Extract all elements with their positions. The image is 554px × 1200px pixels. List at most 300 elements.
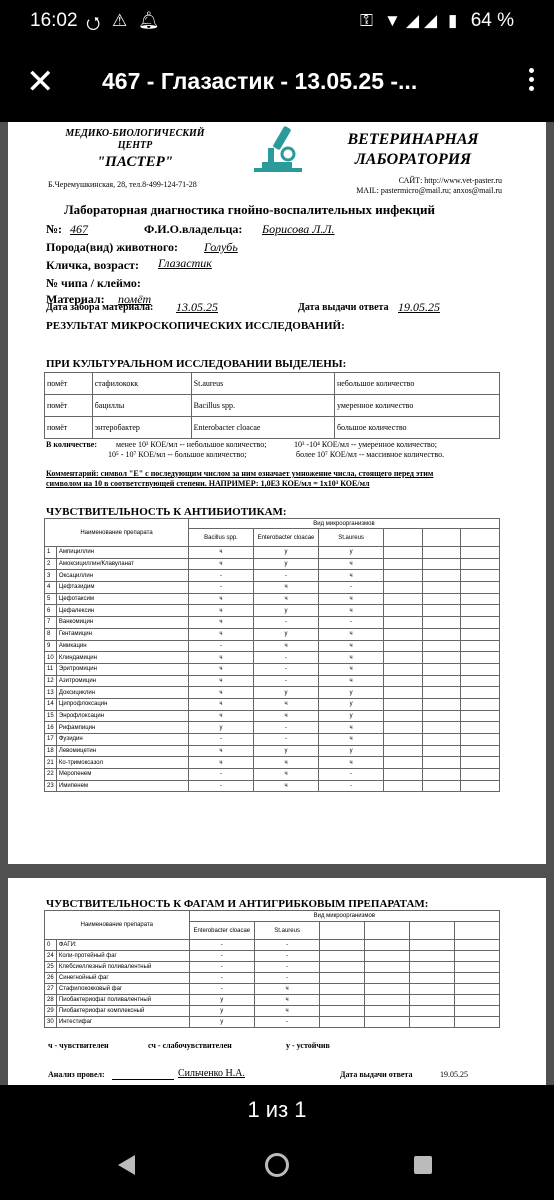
sensitivity-value: у	[319, 698, 384, 710]
row-number: 8	[45, 628, 57, 640]
number-label: №:	[46, 222, 63, 236]
row-number: 16	[45, 722, 57, 734]
empty-cell	[384, 547, 423, 559]
empty-cell	[422, 593, 461, 605]
table-row	[45, 769, 500, 781]
table-row	[45, 687, 500, 699]
quantity-note-line: менее 10³ КОЕ/мл -- небольшое количество;	[116, 440, 267, 449]
signature-name: Сильченко Н.А.	[178, 1068, 245, 1079]
table-row	[45, 652, 500, 664]
owner-label: Ф.И.О.владельца:	[144, 222, 243, 236]
sensitivity-value: ч	[319, 558, 384, 570]
name-column-header: Наименование препарата	[45, 911, 190, 940]
empty-cell	[320, 940, 365, 951]
sensitivity-value: -	[319, 582, 384, 594]
empty-cell	[384, 628, 423, 640]
empty-cell	[461, 558, 500, 570]
table-row	[45, 973, 500, 984]
close-icon[interactable]: ✕	[26, 63, 55, 101]
empty-cell	[461, 582, 500, 594]
empty-cell	[455, 962, 500, 973]
empty-cell	[384, 617, 423, 629]
sample-date-value: 13.05.25	[176, 300, 218, 314]
page-counter: 1 из 1	[0, 1085, 554, 1135]
key-icon: ⚿	[360, 11, 373, 30]
drug-name: Левомицетин	[56, 745, 188, 757]
signal-icon-2: ◢	[424, 11, 438, 30]
organism-header: St.aureus	[319, 529, 384, 547]
empty-cell	[384, 698, 423, 710]
drug-name: Азитромицин	[56, 675, 188, 687]
row-number: 21	[45, 757, 57, 769]
table-row	[45, 940, 500, 951]
sensitivity-value: ч	[254, 593, 319, 605]
signature-line	[112, 1070, 174, 1080]
micro-result-heading: РЕЗУЛЬТАТ МИКРОСКОПИЧЕСКИХ ИССЛЕДОВАНИЙ:	[46, 320, 345, 332]
material-label: Материал:	[46, 292, 105, 306]
sensitivity-value: ч	[188, 558, 253, 570]
drug-name: Амикацин	[56, 640, 188, 652]
empty-header	[365, 922, 410, 940]
sensitivity-value: -	[254, 722, 319, 734]
culture-cell-material: помёт	[45, 373, 93, 395]
table-row	[45, 640, 500, 652]
signal-icon: ◢	[406, 11, 420, 30]
status-time: 16:02	[30, 10, 78, 31]
species-label: Порода(вид) животного:	[46, 240, 178, 254]
sensitivity-value: ч	[188, 663, 253, 675]
signature-date-label: Дата выдачи ответа	[340, 1070, 413, 1079]
sensitivity-value: ч	[254, 710, 319, 722]
table-row	[45, 395, 500, 417]
sensitivity-value: -	[188, 640, 253, 652]
drug-name: Клебсиеллезный поливалентный	[56, 962, 189, 973]
header-line: ЛАБОРАТОРИЯ	[354, 151, 472, 168]
sample-date-label: Дата забора материала:	[46, 302, 154, 313]
sensitivity-value: -	[189, 962, 254, 973]
empty-cell	[455, 984, 500, 995]
name-column-header: Наименование препарата	[45, 519, 189, 547]
empty-cell	[461, 640, 500, 652]
lab-email: MAIL: pastermicro@mail.ru; anxos@mail.ru	[356, 186, 502, 195]
empty-cell	[461, 675, 500, 687]
sensitivity-value: -	[254, 951, 319, 962]
sensitivity-value: ч	[319, 605, 384, 617]
sensitivity-value: ч	[319, 734, 384, 746]
recent-apps-icon[interactable]	[414, 1156, 432, 1174]
empty-header	[461, 529, 500, 547]
empty-cell	[461, 593, 500, 605]
table-row	[45, 582, 500, 594]
chip-label: № чипа / клеймо:	[46, 276, 141, 290]
table-row	[45, 1006, 500, 1017]
species-value: Голубь	[204, 240, 238, 254]
sensitivity-value: ч	[254, 769, 319, 781]
empty-cell	[384, 605, 423, 617]
empty-cell	[422, 757, 461, 769]
table-row	[45, 547, 500, 559]
signature-date-value: 19.05.25	[440, 1070, 468, 1079]
empty-cell	[422, 663, 461, 675]
sensitivity-value: у	[319, 687, 384, 699]
empty-cell	[384, 570, 423, 582]
microscope-logo-icon	[248, 124, 308, 174]
document-title: 467 - Глазастик - 13.05.25 -...	[102, 68, 418, 94]
header-line: МЕДИКО-БИОЛОГИЧЕСКИЙ	[65, 128, 205, 139]
comment-note	[46, 469, 516, 489]
quantity-note	[46, 440, 445, 459]
table-row	[45, 995, 500, 1006]
sensitivity-value: ч	[188, 593, 253, 605]
legend-sensitive: ч - чувствителен	[48, 1041, 109, 1050]
row-number: 10	[45, 652, 57, 664]
empty-cell	[422, 698, 461, 710]
empty-cell	[461, 663, 500, 675]
sensitivity-value: -	[254, 1017, 319, 1028]
culture-cell-type: энтеробактер	[92, 417, 191, 439]
table-row	[45, 617, 500, 629]
sensitivity-value: у	[319, 710, 384, 722]
sensitivity-value: ч	[188, 628, 253, 640]
table-row	[45, 417, 500, 439]
row-number: 27	[45, 984, 57, 995]
empty-cell	[365, 1017, 410, 1028]
row-number: 2	[45, 558, 57, 570]
empty-cell	[384, 710, 423, 722]
lab-contacts	[356, 176, 502, 196]
empty-cell	[455, 1006, 500, 1017]
empty-cell	[422, 734, 461, 746]
sensitivity-value: -	[254, 973, 319, 984]
drug-name: Цефтазидим	[56, 582, 188, 594]
phage-heading: ЧУВСТВИТЕЛЬНОСТЬ К ФАГАМ И АНТИГРИБКОВЫМ ПРЕПАРАТАМ:	[46, 898, 429, 910]
organism-header: St.aureus	[254, 922, 319, 940]
empty-cell	[461, 605, 500, 617]
row-number: 9	[45, 640, 57, 652]
table-row	[45, 593, 500, 605]
sensitivity-value: ч	[319, 640, 384, 652]
organism-header: Enterobacter cloacae	[189, 922, 254, 940]
sensitivity-value: ч	[188, 698, 253, 710]
row-number: 28	[45, 995, 57, 1006]
table-row	[45, 1017, 500, 1028]
drug-name: Амоксициллин/Клавуланат	[56, 558, 188, 570]
empty-cell	[365, 984, 410, 995]
row-number: 26	[45, 973, 57, 984]
lab-name-right	[328, 130, 498, 170]
culture-cell-organism: Bacillus spp.	[191, 395, 334, 417]
empty-cell	[384, 652, 423, 664]
empty-cell	[410, 940, 455, 951]
empty-cell	[365, 973, 410, 984]
battery-icon: ▮	[448, 11, 458, 30]
sensitivity-value: -	[189, 940, 254, 951]
drug-name: Коли-протейный фаг	[56, 951, 189, 962]
row-number: 0	[45, 940, 57, 951]
sensitivity-value: -	[319, 617, 384, 629]
empty-cell	[422, 582, 461, 594]
sensitivity-value: ч	[254, 640, 319, 652]
drug-name: Цефотаксим	[56, 593, 188, 605]
sensitivity-value: у	[254, 558, 319, 570]
empty-cell	[320, 1017, 365, 1028]
empty-cell	[320, 973, 365, 984]
empty-cell	[455, 1017, 500, 1028]
empty-cell	[422, 722, 461, 734]
row-number: 17	[45, 734, 57, 746]
empty-cell	[384, 780, 423, 792]
drug-name: Имипенем	[56, 780, 188, 792]
navigation-bar	[0, 1135, 554, 1200]
sensitivity-value: -	[254, 652, 319, 664]
organism-header: Bacillus spp.	[188, 529, 253, 547]
lab-website: САЙТ: http://www.vet-paster.ru	[398, 176, 502, 185]
empty-cell	[422, 780, 461, 792]
empty-cell	[422, 628, 461, 640]
drug-name: Клиндамицин	[56, 652, 188, 664]
empty-cell	[461, 547, 500, 559]
empty-header	[410, 922, 455, 940]
empty-cell	[461, 734, 500, 746]
empty-cell	[422, 605, 461, 617]
sensitivity-value: у	[189, 1006, 254, 1017]
empty-cell	[410, 1006, 455, 1017]
empty-cell	[320, 995, 365, 1006]
drug-name: Пиобактериофаг поливалентный	[56, 995, 189, 1006]
legend-resistant: у - устойчив	[286, 1041, 330, 1050]
table-row	[45, 675, 500, 687]
lab-name-left	[60, 128, 210, 168]
sensitivity-value: у	[254, 605, 319, 617]
culture-cell-organism: St.aureus	[191, 373, 334, 395]
home-icon[interactable]	[265, 1153, 289, 1177]
drug-name: Энрофлоксацин	[56, 710, 188, 722]
table-row	[45, 734, 500, 746]
row-number: 5	[45, 593, 57, 605]
table-row	[45, 605, 500, 617]
antibiotic-heading: ЧУВСТВИТЕЛЬНОСТЬ К АНТИБИОТИКАМ:	[46, 506, 287, 518]
empty-cell	[384, 640, 423, 652]
empty-cell	[422, 558, 461, 570]
table-row	[45, 373, 500, 395]
sensitivity-value: ч	[319, 652, 384, 664]
sensitivity-value: -	[189, 984, 254, 995]
row-number: 14	[45, 698, 57, 710]
row-number: 13	[45, 687, 57, 699]
sensitivity-value: у	[319, 745, 384, 757]
drug-name: Ко-тримоксазол	[56, 757, 188, 769]
sensitivity-value: -	[188, 780, 253, 792]
sensitivity-value: -	[319, 769, 384, 781]
culture-cell-amount: умеренное количество	[334, 395, 499, 417]
sensitivity-value: -	[254, 675, 319, 687]
sensitivity-value: -	[188, 734, 253, 746]
row-number: 6	[45, 605, 57, 617]
empty-cell	[365, 962, 410, 973]
drug-name: Ванкомицин	[56, 617, 188, 629]
phage-table	[44, 910, 500, 1028]
sensitivity-value: ч	[188, 710, 253, 722]
culture-cell-type: стафилококк	[92, 373, 191, 395]
empty-cell	[384, 734, 423, 746]
sensitivity-value: ч	[254, 984, 319, 995]
row-number: 23	[45, 780, 57, 792]
drug-name: Ампициллин	[56, 547, 188, 559]
table-row	[45, 757, 500, 769]
empty-header	[384, 529, 423, 547]
empty-cell	[384, 663, 423, 675]
sensitivity-value: у	[254, 745, 319, 757]
legend-weak: сч - слабочувствителен	[148, 1041, 232, 1050]
lab-address: Б.Черемушкинская, 28, тел.8-499-124-71-28	[48, 180, 197, 189]
app-bar	[0, 44, 554, 122]
sensitivity-value: ч	[188, 547, 253, 559]
quantity-note-line: более 10⁷ КОЕ/мл -- массивное количество.	[296, 450, 445, 459]
empty-cell	[461, 570, 500, 582]
empty-cell	[461, 617, 500, 629]
empty-cell	[461, 652, 500, 664]
empty-cell	[320, 962, 365, 973]
empty-cell	[384, 582, 423, 594]
empty-cell	[384, 769, 423, 781]
owner-value: Борисова Л.Л.	[262, 222, 335, 236]
sensitivity-value: -	[188, 582, 253, 594]
row-number: 15	[45, 710, 57, 722]
sensitivity-value: у	[188, 722, 253, 734]
row-number: 12	[45, 675, 57, 687]
sensitivity-value: ч	[254, 698, 319, 710]
empty-cell	[422, 640, 461, 652]
empty-cell	[320, 984, 365, 995]
sensitivity-value: у	[254, 687, 319, 699]
row-number: 30	[45, 1017, 57, 1028]
empty-cell	[461, 745, 500, 757]
empty-cell	[461, 710, 500, 722]
empty-cell	[461, 780, 500, 792]
sensitivity-value: у	[319, 547, 384, 559]
table-row	[45, 745, 500, 757]
empty-cell	[384, 757, 423, 769]
empty-cell	[410, 984, 455, 995]
row-number: 7	[45, 617, 57, 629]
sensitivity-value: ч	[254, 757, 319, 769]
empty-cell	[384, 745, 423, 757]
drug-name: Эритромицин	[56, 663, 188, 675]
empty-cell	[422, 710, 461, 722]
table-row	[45, 558, 500, 570]
header-line: ВЕТЕРИНАРНАЯ	[347, 131, 479, 148]
culture-table	[44, 372, 500, 439]
sensitivity-value: ч	[254, 995, 319, 1006]
row-number: 25	[45, 962, 57, 973]
status-bar	[0, 0, 554, 44]
sensitivity-value: -	[254, 734, 319, 746]
empty-cell	[422, 745, 461, 757]
comment-line: символом на 10 в соответствующей степени. НАПРИМЕР: 1,0Е3 КОЕ/мл = 1х10³ КОЕ/мл	[46, 479, 370, 488]
table-row	[45, 962, 500, 973]
issue-date-label: Дата выдачи ответа	[298, 302, 389, 313]
row-number: 18	[45, 745, 57, 757]
warning-icon: ⚠	[112, 11, 128, 30]
empty-cell	[384, 722, 423, 734]
sensitivity-value: ч	[319, 570, 384, 582]
sensitivity-value: -	[188, 570, 253, 582]
header-line: ЦЕНТР	[117, 140, 153, 151]
table-row	[45, 698, 500, 710]
sensitivity-value: ч	[254, 1006, 319, 1017]
empty-cell	[384, 687, 423, 699]
report-title: Лабораторная диагностика гнойно-воспалительных инфекций	[64, 202, 435, 217]
sensitivity-value: -	[254, 962, 319, 973]
empty-cell	[422, 617, 461, 629]
drug-name: Синегнойный фаг	[56, 973, 189, 984]
empty-cell	[365, 951, 410, 962]
table-row	[45, 710, 500, 722]
row-number: 11	[45, 663, 57, 675]
pet-name-label: Кличка, возраст:	[46, 258, 139, 272]
sensitivity-value: у	[254, 547, 319, 559]
sensitivity-value: ч	[188, 687, 253, 699]
empty-cell	[461, 769, 500, 781]
empty-cell	[455, 995, 500, 1006]
row-number: 29	[45, 1006, 57, 1017]
drug-name: Цефалексин	[56, 605, 188, 617]
empty-cell	[410, 973, 455, 984]
sensitivity-value: ч	[319, 757, 384, 769]
sensitivity-value: -	[189, 951, 254, 962]
quantity-note-line: 10³ -10⁴ КОЕ/мл -- умеренное количество;	[294, 440, 437, 449]
sensitivity-value: у	[254, 628, 319, 640]
empty-cell	[365, 1006, 410, 1017]
drug-name: Стафилококковый фаг	[56, 984, 189, 995]
sensitivity-value: ч	[188, 757, 253, 769]
back-icon[interactable]	[118, 1155, 135, 1175]
more-options-icon[interactable]	[526, 68, 536, 98]
empty-cell	[320, 1006, 365, 1017]
antibiotic-table	[44, 518, 500, 792]
sensitivity-value: -	[319, 780, 384, 792]
document-page-2	[8, 878, 546, 1085]
culture-cell-amount: большое количество	[334, 417, 499, 439]
empty-cell	[422, 675, 461, 687]
sensitivity-value: ч	[319, 628, 384, 640]
drug-name: Доксициклин	[56, 687, 188, 699]
sensitivity-value: ч	[188, 652, 253, 664]
row-number: 22	[45, 769, 57, 781]
empty-cell	[410, 1017, 455, 1028]
empty-cell	[410, 962, 455, 973]
sensitivity-value: ч	[188, 605, 253, 617]
document-viewer[interactable]	[0, 122, 554, 1085]
document-page-1	[8, 122, 546, 864]
empty-cell	[365, 995, 410, 1006]
wifi-icon: ▼	[384, 11, 401, 30]
quantity-note-label: В количестве:	[46, 440, 98, 449]
empty-cell	[461, 698, 500, 710]
sensitivity-value: ч	[319, 663, 384, 675]
drug-name: Меропенем	[56, 769, 188, 781]
empty-header	[422, 529, 461, 547]
sensitivity-value: ч	[254, 780, 319, 792]
table-row	[45, 984, 500, 995]
battery-level: 64 %	[470, 10, 514, 31]
empty-header	[455, 922, 500, 940]
empty-cell	[422, 769, 461, 781]
sensitivity-value: -	[254, 940, 319, 951]
sensitivity-value: ч	[319, 593, 384, 605]
drug-name: Фузидин	[56, 734, 188, 746]
culture-cell-material: помёт	[45, 395, 93, 417]
